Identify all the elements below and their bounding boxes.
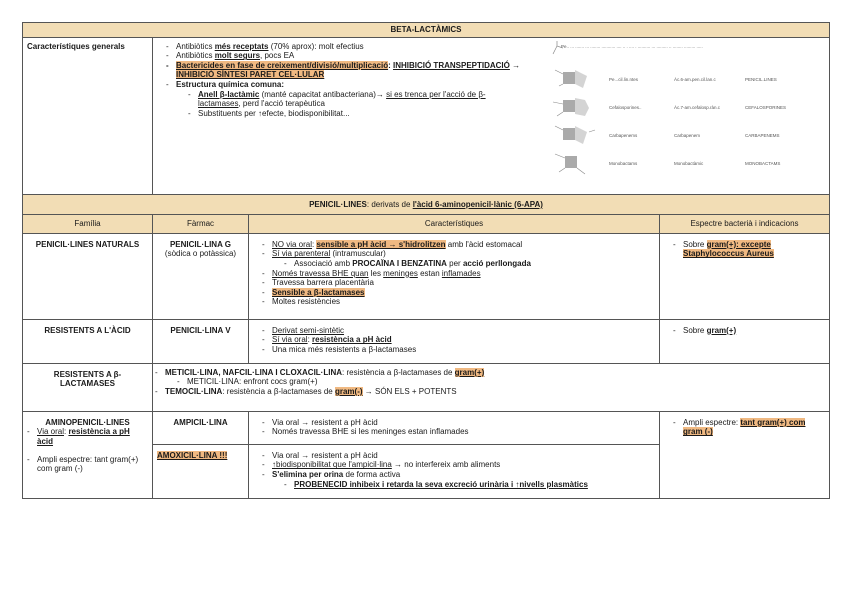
col-header-spectrum: Espectre bacterià i indicacions bbox=[660, 215, 830, 234]
ampicillin-drug: AMPICIL·LINA bbox=[153, 411, 249, 444]
figure-row-2 bbox=[549, 94, 799, 120]
acid-char-2: - Sí via oral: resistència a pH àcid bbox=[262, 335, 655, 345]
amino-spectrum bbox=[660, 411, 830, 498]
natural-drug-name: PENICIL·LINA G bbox=[169, 239, 232, 249]
figure-row-4-class: Monobactams bbox=[609, 160, 638, 166]
figure-row-1 bbox=[549, 66, 799, 92]
ampicillin-char-2: - Només travessa BHE si les meninges estan inflamades bbox=[262, 427, 655, 437]
figure-row-2-class: Cefalosporines.. bbox=[609, 104, 642, 110]
general-label: Característiques generals bbox=[23, 37, 153, 194]
figure-row-3-family: CARBAPENEMS bbox=[745, 132, 780, 138]
figure-row-2-family: CEFALOSPORINES bbox=[745, 104, 787, 110]
natural-char-4: - Travessa barrera placentària bbox=[262, 278, 655, 288]
penicillins-header: PENICIL·LINES: derivats de l'àcid 6-aminopenicil·lànic (6-APA) bbox=[23, 194, 830, 215]
natural-drug bbox=[153, 233, 249, 319]
lactamase-char-1: - METICIL·LINA, NAFCIL·LINA I CLOXACIL·LINA: resistència a β-lactamases de gram(+) - METICIL·LINA: enfront cocs gram(+) bbox=[155, 368, 825, 387]
column-header-row bbox=[23, 215, 830, 234]
figure-row-3-class: Carbapenems bbox=[609, 132, 638, 138]
figure-top-caption: Pe.. ... ....... ... ........ ........... .... .. . .... . .......... ... ......... .. ........ ......... ..... bbox=[561, 43, 703, 49]
natural-char-6: - Moltes resistències bbox=[262, 297, 655, 307]
col-header-characteristics: Característiques bbox=[249, 215, 660, 234]
penam-structure-icon bbox=[551, 66, 601, 92]
row-natural-penicillins bbox=[23, 233, 830, 319]
ampicillin-characteristics bbox=[249, 411, 660, 444]
amino-family-note-1: - Via oral: resistència a pH àcid bbox=[27, 427, 148, 446]
natural-char-5: - Sensible a β-lactamases bbox=[262, 288, 655, 298]
cephem-structure-icon bbox=[551, 94, 601, 120]
figure-row-1-family: PENICIL.LINES bbox=[745, 76, 777, 82]
figure-row-3-nucleus: Carbapenem bbox=[674, 132, 701, 138]
ampicillin-char-1: - Via oral → resistent a pH àcid bbox=[262, 418, 655, 428]
natural-spectrum bbox=[660, 233, 830, 319]
penicillins-header-row bbox=[23, 194, 830, 215]
general-row bbox=[23, 37, 830, 194]
amoxicillin-char-3: - S'elimina per orina de forma activa - PROBENECID inhibeix i retarda la seva excreció urinària i ↑nivells plasmàtics bbox=[262, 470, 655, 489]
natural-family: PENICIL·LINES NATURALS bbox=[23, 233, 153, 319]
natural-char-2: - Sí via parenteral (intramuscular) - Associació amb PROCAÏNA I BENZATINA per acció perllongada bbox=[262, 249, 655, 268]
amino-family-note-2: - Ampli espectre: tant gram(+) com gram (-) bbox=[27, 455, 148, 474]
figure-row-3 bbox=[549, 122, 799, 148]
title-row bbox=[23, 23, 830, 38]
general-bullet-4b: - Substituents per ↑efecte, biodisponibilitat... bbox=[188, 109, 527, 119]
monobactam-structure-icon bbox=[551, 150, 601, 176]
amino-spectrum-item: - Ampli espectre: tant gram(+) com gram (-) bbox=[673, 418, 825, 437]
natural-char-2a: - Associació amb PROCAÏNA I BENZATINA per acció perllongada bbox=[284, 259, 655, 269]
natural-char-3: - Només travessa BHE quan les meninges estan inflamades bbox=[262, 269, 655, 279]
acid-char-1: - Derivat semi-sintètic bbox=[262, 326, 655, 336]
col-header-drug: Fàrmac bbox=[153, 215, 249, 234]
figure-top-structure bbox=[551, 40, 565, 56]
acid-spectrum-item: - Sobre gram(+) bbox=[673, 326, 825, 336]
figure-row-2-nucleus: Àc.7-am.cefalosp.ràn.c bbox=[674, 104, 721, 110]
acid-drug: PENICIL·LINA V bbox=[153, 319, 249, 363]
amoxicillin-char-2: - ↑biodisponibilitat que l'ampicil·lina → no interfereix amb aliments bbox=[262, 460, 655, 470]
natural-char-1: - NO via oral: sensible a pH àcid → s'hidrolitzen amb l'àcid estomacal bbox=[262, 240, 655, 250]
natural-characteristics bbox=[249, 233, 660, 319]
lactamase-family: RESISTENTS A β-LACTAMASES bbox=[23, 363, 153, 411]
general-bullet-2: - Antibiòtics molt segurs, pocs EA bbox=[166, 51, 527, 61]
amoxicillin-drug: AMOXICIL·LINA !!! bbox=[153, 444, 249, 498]
lactamase-char-1a: - METICIL·LINA: enfront cocs gram(+) bbox=[177, 377, 825, 387]
natural-spectrum-item: - Sobre gram(+): excepte Staphylococcus Aureus bbox=[673, 240, 825, 259]
figure-row-4-nucleus: Monobactàmic bbox=[674, 160, 704, 166]
amino-family-name: AMINOPENICIL·LINES bbox=[45, 417, 130, 427]
figure-row-1-class: Pe...cil.lin.ntes bbox=[609, 76, 639, 82]
acid-family: RESISTENTS A L'ÀCID bbox=[23, 319, 153, 363]
general-text bbox=[157, 38, 527, 188]
general-content bbox=[153, 37, 830, 194]
natural-drug-sub: (sòdica o potàssica) bbox=[164, 249, 237, 259]
general-bullet-4a: - Anell β-lactàmic (manté capacitat antibacteriana)→ si es trenca per l'acció de β-lactamases, perd l'acció terapèutica bbox=[188, 90, 527, 109]
col-header-family: Família bbox=[23, 215, 153, 234]
lactamase-char-2: - TEMOCIL·LINA: resistència a β-lactamases de gram(-) → SÓN ELS + POTENTS bbox=[155, 387, 825, 397]
carbapenem-structure-icon bbox=[551, 122, 601, 148]
amino-family bbox=[23, 411, 153, 498]
row-acid-resistant bbox=[23, 319, 830, 363]
figure-row-1-nucleus: Àc.6-am.pen.cil.lan.c bbox=[674, 76, 716, 82]
row-ampicillin bbox=[23, 411, 830, 444]
row-lactamase-resistant bbox=[23, 363, 830, 411]
figure-row-4-family: MONOBACTAMS bbox=[745, 160, 781, 166]
acid-spectrum bbox=[660, 319, 830, 363]
amoxicillin-characteristics bbox=[249, 444, 660, 498]
amoxicillin-char-1: - Via oral → resistent a pH àcid bbox=[262, 451, 655, 461]
general-bullet-3: - Bactericides en fase de creixement/divisió/multiplicació: INHIBICIÓ TRANSPEPTIDACIÓ → INHIBICIÓ SÍNTESI PARET CEL·LULAR bbox=[166, 61, 527, 80]
acid-characteristics bbox=[249, 319, 660, 363]
amoxicillin-char-3a: - PROBENECID inhibeix i retarda la seva excreció urinària i ↑nivells plasmàtics bbox=[284, 480, 655, 490]
general-bullet-1: - Antibiòtics més receptats (70% aprox): molt efectius bbox=[166, 42, 527, 52]
lactamase-characteristics bbox=[153, 363, 830, 411]
acid-char-3: - Una mica més resistents a β-lactamases bbox=[262, 345, 655, 355]
figure-row-4 bbox=[549, 150, 799, 176]
general-bullet-4: - Estructura química comuna: - Anell β-lactàmic (manté capacitat antibacteriana)→ si es trenca per l'acció de β-lactamases, perd l'acció terapèutica - Substituents per ↑efecte, biodisponibilitat... bbox=[166, 80, 527, 118]
beta-lactam-table bbox=[22, 22, 830, 499]
structures-figure bbox=[549, 38, 809, 188]
table-title: BETA-LACTÀMICS bbox=[23, 23, 830, 38]
